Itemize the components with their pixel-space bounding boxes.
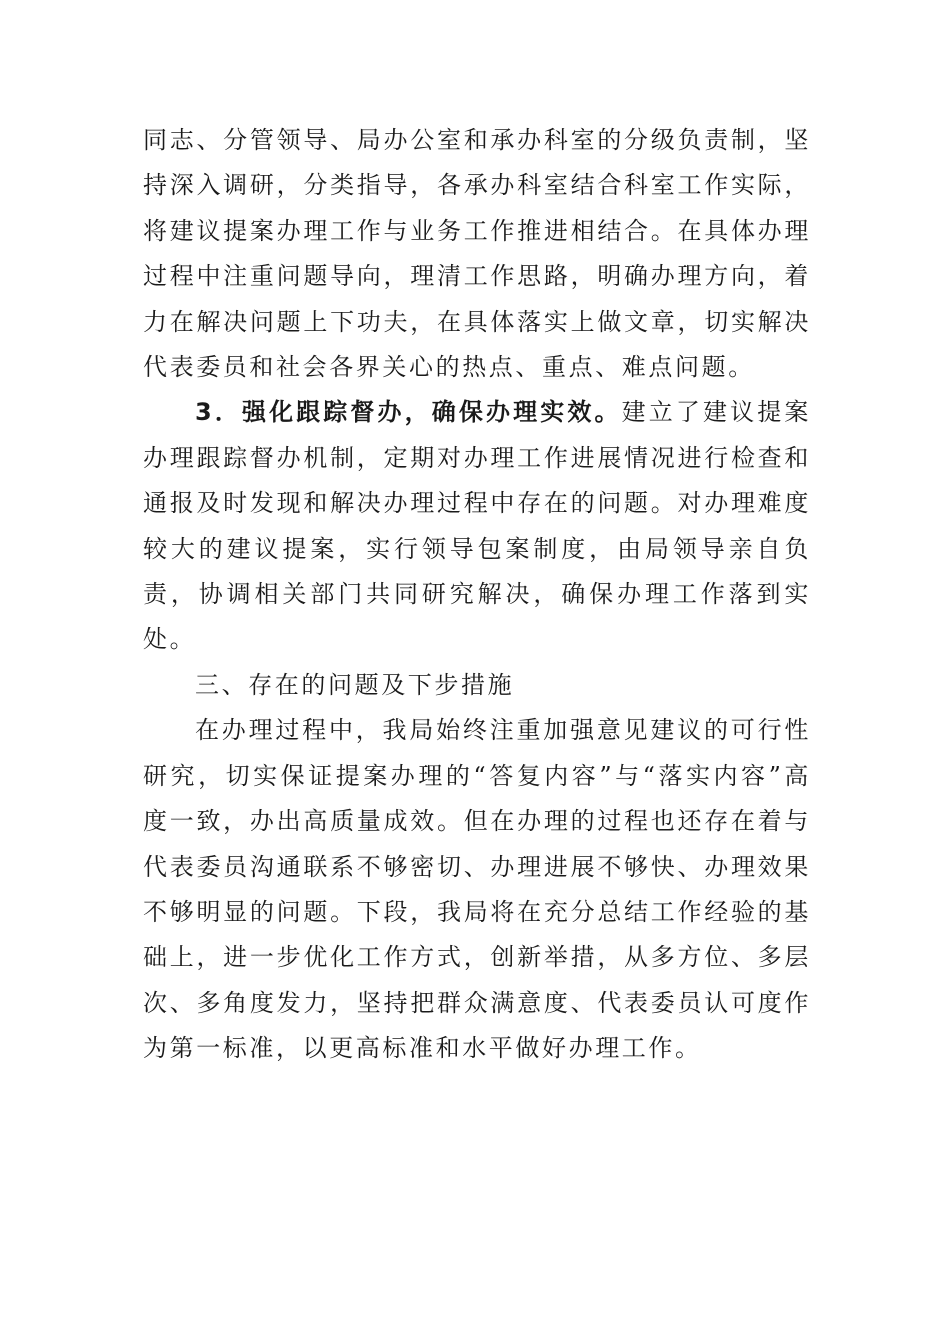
paragraph-body: 建立了建议提案办理跟踪督办机制，定期对办理工作进展情况进行检查和通报及时发现和解决办理过程中存在的问题。对办理难度较大的建议提案，实行领导包案制度，由局领导亲自负责，协调相关部门共同研究解决，确保办理工作落到实处。 <box>143 398 811 654</box>
paragraph-lead-bold: 3．强化跟踪督办，确保办理实效。 <box>195 398 622 427</box>
section-heading: 三、存在的问题及下步措施 <box>195 670 515 699</box>
paragraph-problems-measures: 在办理过程中，我局始终注重加强意见建议的可行性研究，切实保证提案办理的“答复内容”与“落实内容”高度一致，办出高质量成效。但在办理的过程也还存在着与代表委员沟通联系不够密切、办理进展不够快、办理效果不够明显的问题。下段，我局将在充分总结工作经验的基础上，进一步优化工作方式，创新举措，从多方位、多层次、多角度发力，坚持把群众满意度、代表委员认可度作为第一标准，以更高标准和水平做好办理工作。 <box>143 716 811 1063</box>
document-body <box>143 118 811 1072</box>
paragraph-tracking-supervision <box>143 390 811 662</box>
paragraph-continued: 同志、分管领导、局办公室和承办科室的分级负责制，坚持深入调研，分类指导，各承办科室结合科室工作实际，将建议提案办理工作与业务工作推进相结合。在具体办理过程中注重问题导向，理清工作思路，明确办理方向，着力在解决问题上下功夫，在具体落实上做文章，切实解决代表委员和社会各界关心的热点、重点、难点问题。 <box>143 126 811 382</box>
